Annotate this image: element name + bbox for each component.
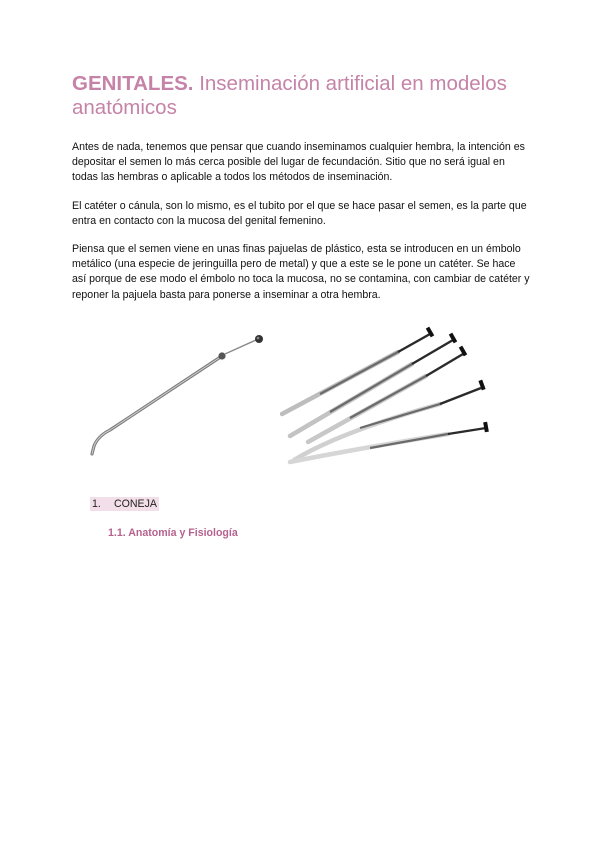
metal-catheter-icon xyxy=(80,322,280,467)
list-item-coneja xyxy=(90,497,159,511)
paragraph-intro: Antes de nada, tenemos que pensar que cuando inseminamos cualquier hembra, la intención es depositar el semen lo más cerca posible del lugar de fecundación. Sitio que no será igual en todas las hembras o aplicable a todos los métodos de inseminación. xyxy=(72,141,525,184)
paragraph-catheter: El catéter o cánula, son lo mismo, es el tubito por el que se hace pasar el semen, es la parte que entra en contacto con la mucosa del genital femenino. xyxy=(72,200,527,228)
subsection-heading xyxy=(108,527,238,539)
list-item-label: CONEJA xyxy=(114,498,157,510)
subsection-label: Anatomía y Fisiología xyxy=(128,527,238,539)
insemination-syringes-icon xyxy=(280,324,495,469)
subsection-number: 1.1. xyxy=(108,527,126,539)
title-bold: GENITALES. xyxy=(72,72,194,95)
figures-row xyxy=(80,322,510,472)
page-title xyxy=(72,72,532,120)
title-rest: Inseminación artificial en modelos anatómicos xyxy=(72,72,507,119)
list-item-number: 1. xyxy=(92,498,101,510)
paragraph-straw: Piensa que el semen viene en unas finas pajuelas de plástico, esta se introducen en un émbolo metálico (una especie de jeringuilla pero de metal) y que a este se le pone un catéter. Se hace así porque de ese modo el émbolo no toca la mucosa, no se contamina, con cambiar de catéter y reponer la pajuela basta para ponerse a inseminar a otra hembra. xyxy=(72,243,530,301)
